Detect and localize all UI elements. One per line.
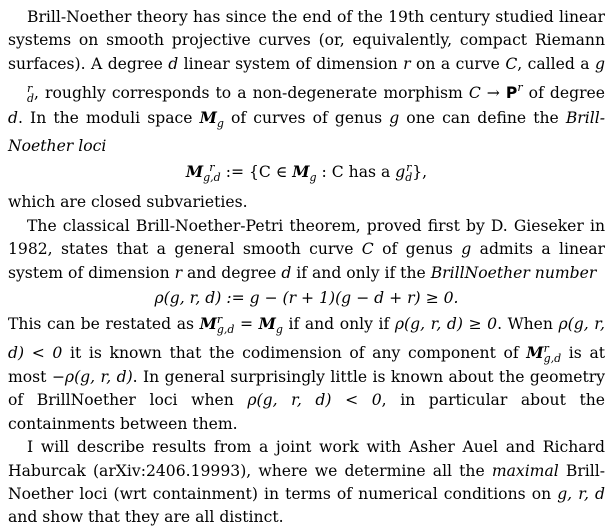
- paragraph-closed: which are closed subvarieties.: [8, 193, 248, 212]
- equation-rho: ρ(g, r, d) := g − (r + 1)(g − d + r) ≥ 0.: [154, 289, 459, 308]
- paragraph-restated: This can be restated as M r g,d = $M_g$ if and only if ρ(g, r, d) ≥ 0. When ρ(g, r, d) < 0 it is known that the codimension of any component of M r g,d is at most −ρ(g, r, d). In general surprisingly little is known about the geometry of BrillNoether loci when ρ(g, r, d) < 0, in particular about the containments between them.: [8, 313, 606, 433]
- paragraph-results: I will describe results from a joint work with Asher Auel and Richard Haburcak (arXiv:2406.19993), where we determine all the maximal Brill-Noether loci (wrt containment) in terms of numerical conditions on g, r, d and show that they are all distinct.: [8, 438, 606, 527]
- equation-brill-noether-locus: M r g,d := {C ∈ $M_g$ : C has a g r d },: [185, 161, 428, 185]
- paragraph-intro: Brill-Noether theory has since the end of the 19th century studied linear systems on smooth projective curves (or, equivalently, compact Riemann surfaces). A degree d linear system of dimension r on a curve C, called a g r d , roughly corresponds to a non-degenerate morphism $C \to P^r$ of degree d. In the moduli space $M_g$ of curves of genus g one can define the Brill-Noether loci: [8, 8, 606, 156]
- paragraph-theorem: The classical Brill-Noether-Petri theorem, proved first by D. Gieseker in 1982, states that a general smooth curve C of genus g admits a linear system of dimension r and degree d if and only if the BrillNoether number: [8, 216, 605, 282]
